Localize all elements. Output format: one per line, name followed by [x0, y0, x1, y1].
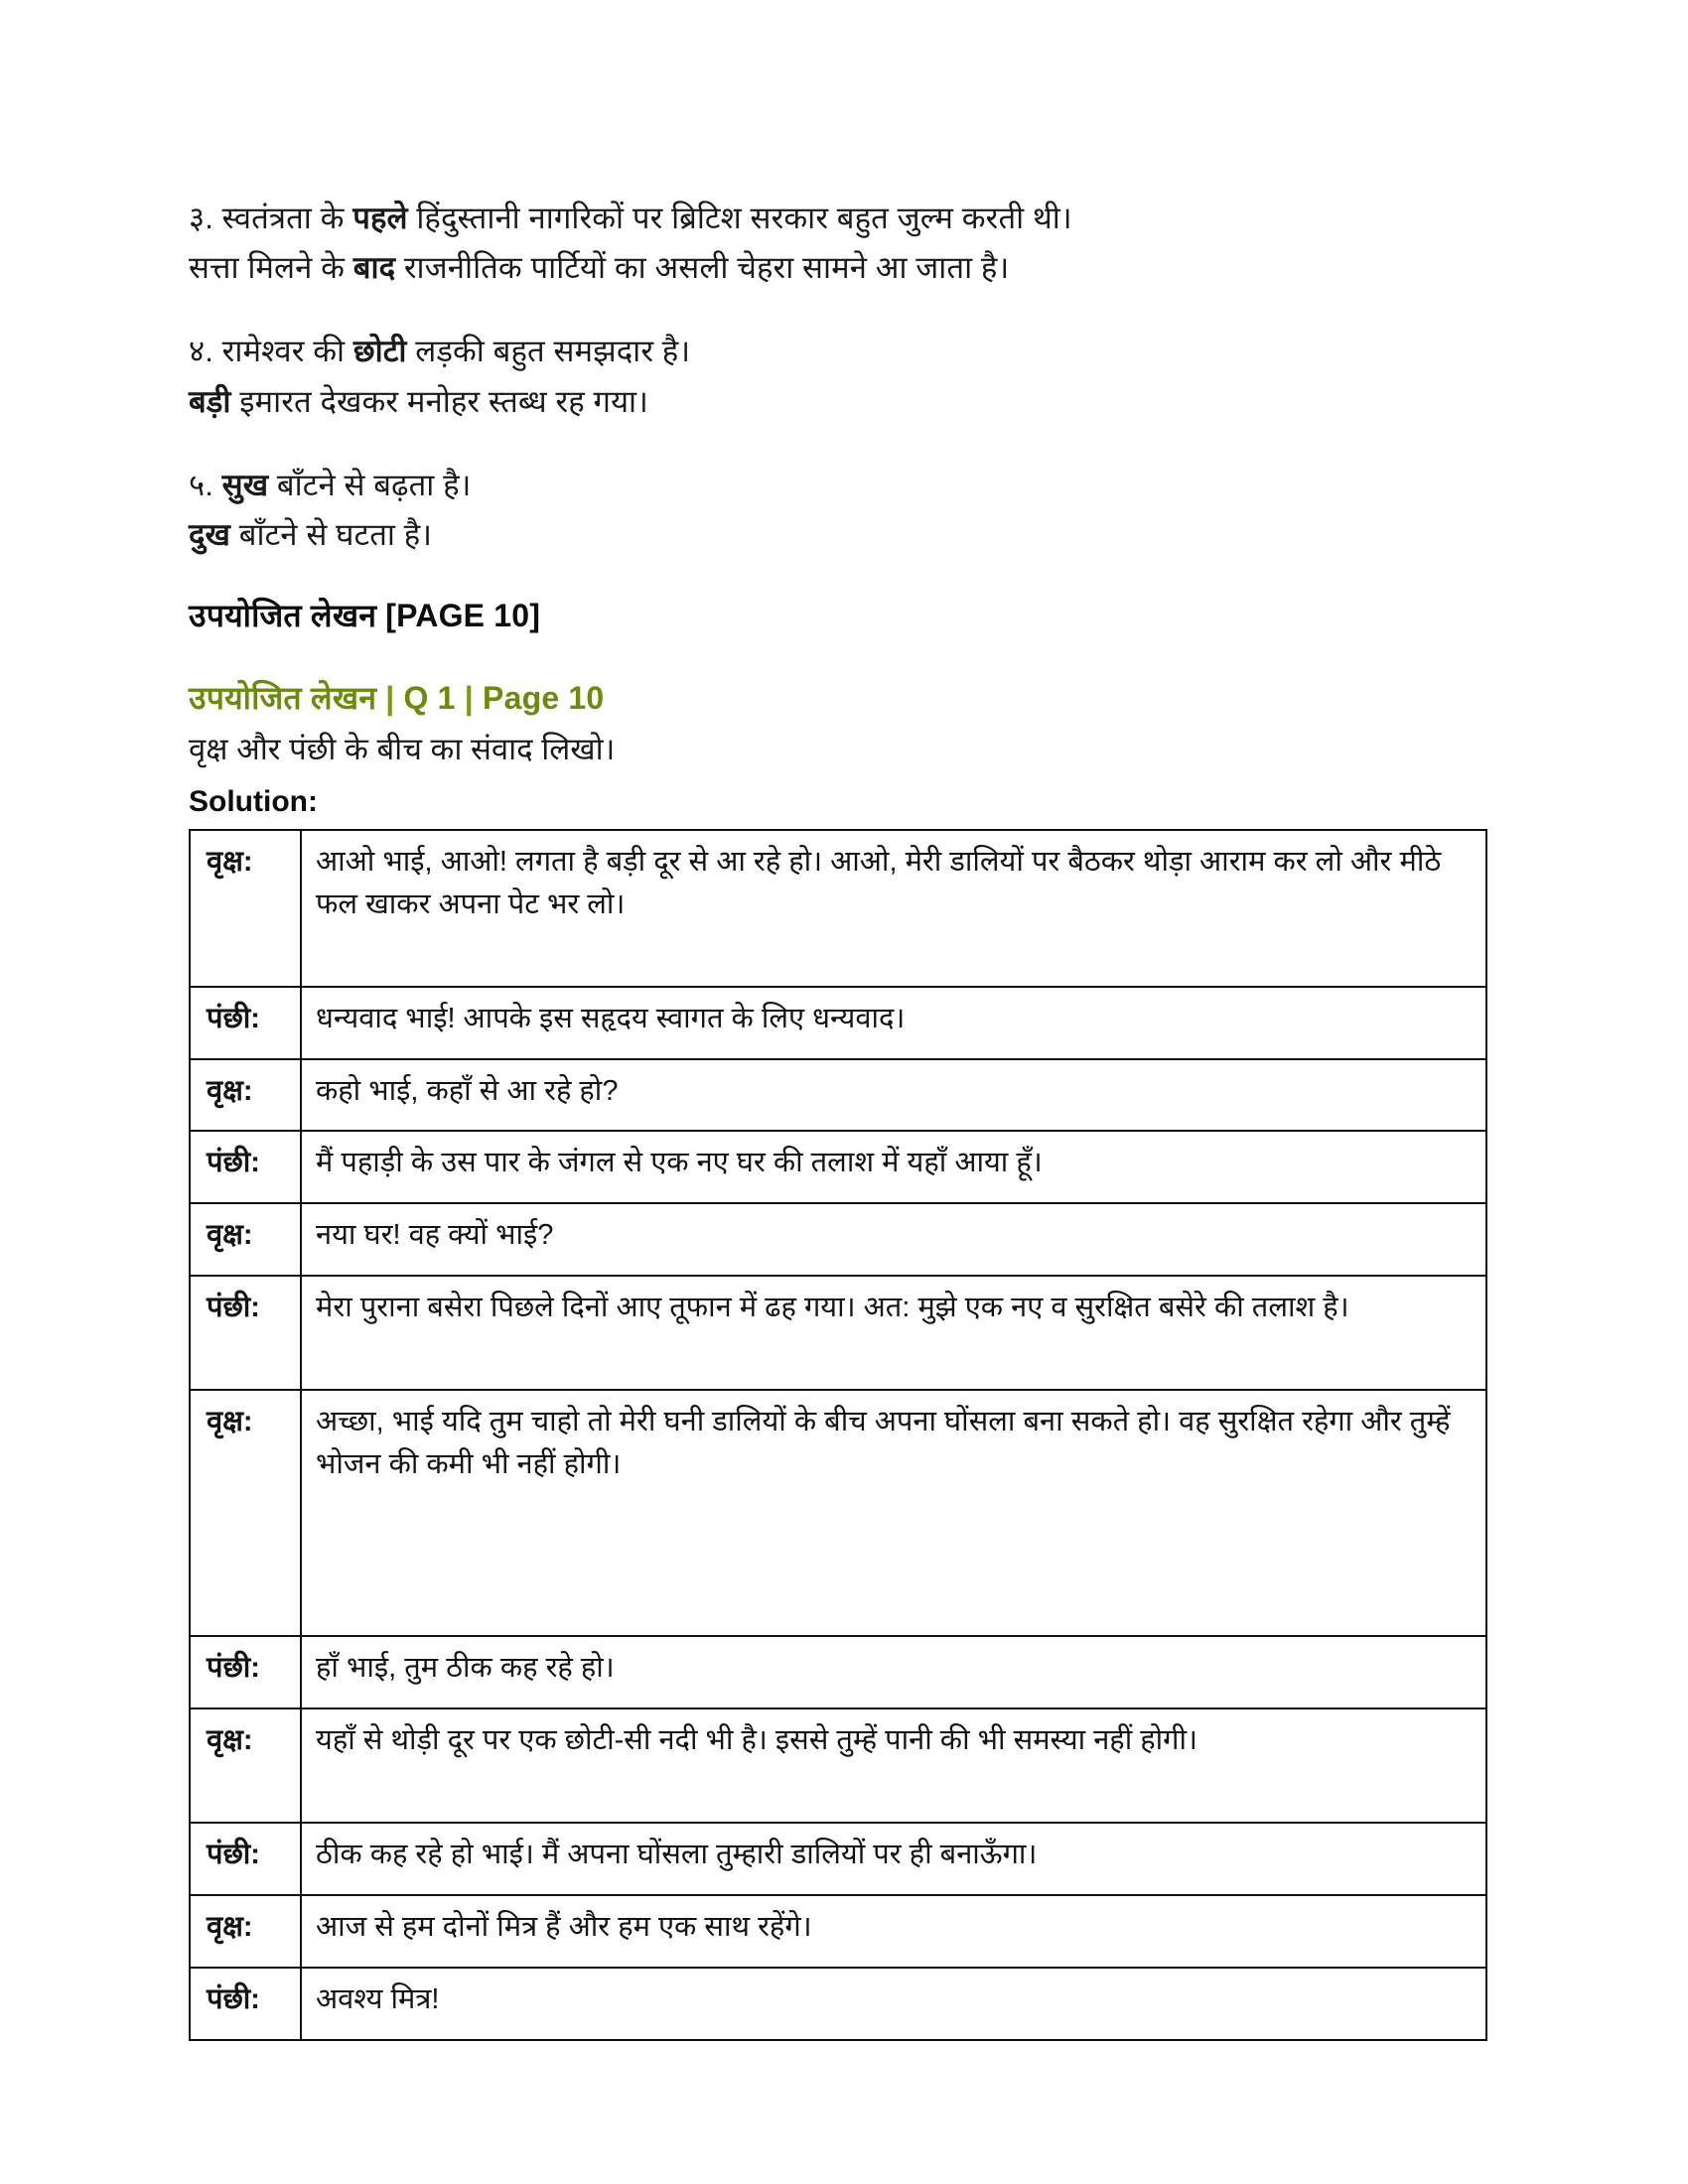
dialogue-speaker: पंछी: — [190, 1276, 301, 1390]
dialogue-speaker: पंछी: — [190, 1968, 301, 2040]
question-heading-separator-1: | — [385, 680, 395, 717]
question-heading-page: Page 10 — [483, 680, 605, 717]
dialogue-line: मैं पहाड़ी के उस पार के जंगल से एक नए घर की तलाश में यहाँ आया हूँ। — [301, 1131, 1486, 1203]
dialogue-line: अच्छा, भाई यदि तुम चाहो तो मेरी घनी डालियों के बीच अपना घोंसला बना सकते हो। वह सुरक्षित रहेगा और तुम्हें भोजन की कमी भी नहीं होगी। — [301, 1390, 1486, 1636]
table-row — [190, 1823, 1486, 1895]
exercise-5-line-2 — [189, 510, 1504, 560]
dialogue-line: आज से हम दोनों मित्र हैं और हम एक साथ रहेंगे। — [301, 1895, 1486, 1968]
exercise-4-line-2-post: इमारत देखकर मनोहर स्तब्ध रह गया। — [230, 383, 649, 419]
table-row — [190, 1131, 1486, 1203]
exercise-3-line-1-number: ३. — [189, 201, 213, 235]
table-row — [190, 1203, 1486, 1276]
exercise-4-line-1-number: ४. — [189, 334, 213, 369]
question-heading-separator-2: | — [464, 680, 474, 717]
dialogue-line: कहो भाई, कहाँ से आ रहे हो? — [301, 1059, 1486, 1132]
dialogue-speaker: वृक्ष: — [190, 1059, 301, 1132]
exercise-4-line-2-bold: बड़ी — [189, 383, 231, 419]
dialogue-speaker: वृक्ष: — [190, 1895, 301, 1968]
exercise-3-line-1-post: हिंदुस्तानी नागरिकों पर ब्रिटिश सरकार बहुत जुल्म करती थी। — [407, 201, 1072, 235]
dialogue-table — [189, 829, 1487, 2041]
exercise-3-line-2 — [189, 243, 1504, 293]
dialogue-line: हाँ भाई, तुम ठीक कह रहे हो। — [301, 1636, 1486, 1708]
dialogue-speaker: वृक्ष: — [190, 1203, 301, 1276]
exercise-5-line-1-number: ५. — [189, 467, 213, 502]
dialogue-line: नया घर! वह क्यों भाई? — [301, 1203, 1486, 1276]
exercise-3-line-1-bold: पहले — [352, 201, 408, 235]
exercise-4-line-2 — [189, 377, 1504, 427]
dialogue-line: मेरा पुराना बसेरा पिछले दिनों आए तूफान में ढह गया। अत: मुझे एक नए व सुरक्षित बसेरे की तलाश है। — [301, 1276, 1486, 1390]
question-heading-topic: उपयोजित लेखन — [189, 680, 377, 717]
exercise-4-line-1 — [189, 327, 1504, 376]
dialogue-speaker: वृक्ष: — [190, 830, 301, 987]
dialogue-speaker: वृक्ष: — [190, 1390, 301, 1636]
dialogue-line: यहाँ से थोड़ी दूर पर एक छोटी-सी नदी भी है। इससे तुम्हें पानी की भी समस्या नहीं होगी। — [301, 1708, 1486, 1823]
dialogue-line: अवश्य मित्र! — [301, 1968, 1486, 2040]
exercise-5-line-2-post: बाँटने से घटता है। — [230, 517, 433, 553]
question-heading — [189, 676, 1504, 719]
exercise-5-line-1-pre — [213, 468, 222, 502]
table-row — [190, 830, 1486, 987]
dialogue-line: धन्यवाद भाई! आपके इस सहृदय स्वागत के लिए धन्यवाद। — [301, 987, 1486, 1059]
dialogue-line: ठीक कह रहे हो भाई। मैं अपना घोंसला तुम्हारी डालियों पर ही बनाऊँगा। — [301, 1823, 1486, 1895]
exercise-3-line-2-pre: सत्ता मिलने के — [189, 250, 353, 286]
exercise-3-line-1 — [189, 194, 1504, 243]
table-row — [190, 1895, 1486, 1968]
exercise-4-line-1-post: लड़की बहुत समझदार है। — [406, 334, 691, 369]
dialogue-speaker: वृक्ष: — [190, 1708, 301, 1823]
dialogue-speaker: पंछी: — [190, 1131, 301, 1203]
section-heading: उपयोजित लेखन [PAGE 10] — [189, 598, 541, 634]
dialogue-speaker: पंछी: — [190, 1823, 301, 1895]
exercise-4-line-1-bold: छोटी — [352, 334, 407, 369]
table-row — [190, 1390, 1486, 1636]
table-row — [190, 1636, 1486, 1708]
solution-label: Solution: — [189, 784, 318, 818]
dialogue-speaker: पंछी: — [190, 1636, 301, 1708]
exercise-5-line-1-bold: सुख — [221, 467, 269, 502]
exercise-5-line-1-post: बाँटने से बढ़ता है। — [268, 467, 472, 502]
table-row — [190, 1276, 1486, 1390]
table-row — [190, 987, 1486, 1059]
table-row — [190, 1708, 1486, 1823]
table-row — [190, 1059, 1486, 1132]
dialogue-speaker: पंछी: — [190, 987, 301, 1059]
exercise-5-line-2-bold: दुख — [189, 517, 231, 553]
dialogue-table-body — [190, 830, 1486, 2040]
exercise-5-line-1 — [189, 461, 1504, 510]
exercise-3-line-2-bold: बाद — [352, 250, 396, 286]
exercise-3 — [189, 194, 1504, 293]
question-text: वृक्ष और पंछी के बीच का संवाद लिखो। — [189, 732, 616, 767]
exercise-3-line-1-pre: स्वतंत्रता के — [212, 201, 353, 235]
exercise-5 — [189, 461, 1504, 560]
question-heading-number: Q 1 — [403, 680, 456, 717]
table-row — [190, 1968, 1486, 2040]
exercise-4 — [189, 327, 1504, 426]
exercise-3-line-2-post: राजनीतिक पार्टियों का असली चेहरा सामने आ जाता है। — [395, 250, 1010, 286]
exercise-4-line-1-pre: रामेश्वर की — [212, 334, 353, 369]
dialogue-line: आओ भाई, आओ! लगता है बड़ी दूर से आ रहे हो। आओ, मेरी डालियों पर बैठकर थोड़ा आराम कर लो और मीठे फल खाकर अपना पेट भर लो। — [301, 830, 1486, 987]
